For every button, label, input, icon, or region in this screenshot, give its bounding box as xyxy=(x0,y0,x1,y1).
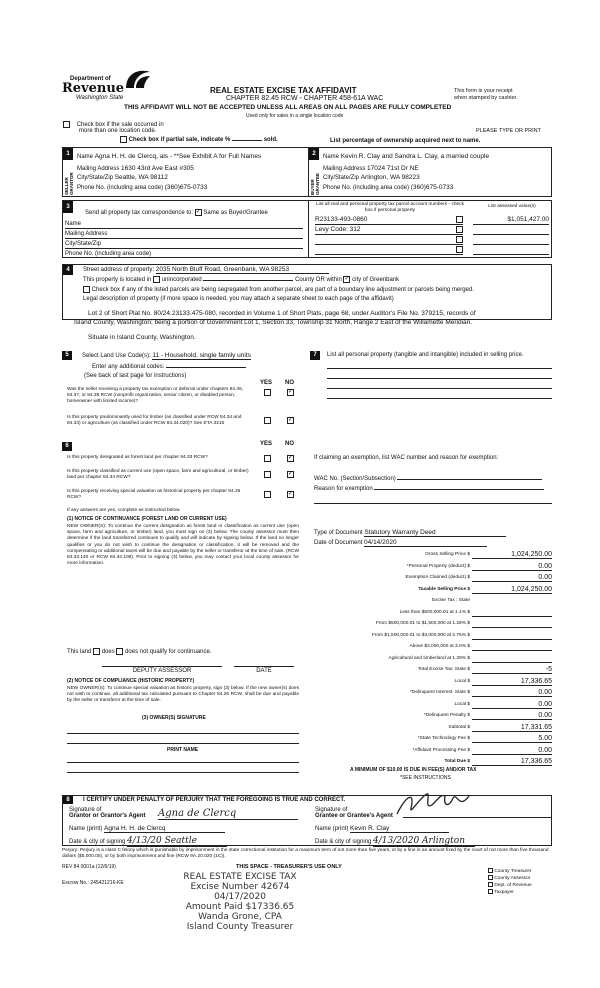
tax-line-value[interactable] xyxy=(472,619,552,628)
single-location-note: Used only for sales in a single location code xyxy=(246,113,344,119)
section5-q2-no[interactable]: ✓ xyxy=(288,417,294,423)
grantor-signature[interactable]: Agna de Clercq xyxy=(158,808,298,820)
notice1-body: NEW OWNER(S): To continue the current designation as forest land or classification as current use (open space, farm and agriculture, or timber) land, you must sign on (3) below. The county assessor must then determine if the land transferred continues to qualify and will indicate by signing below. If the land no longer qualifies or you do not wish to continue the designation or classification, it will be removed and the compensating or additional taxes will be due and payable by the seller or transferor at the time of sale. (RCW 84.33.140 or RCW 84.34.108). Prior to signing (3) below, you may contact your local county assessor for more information. xyxy=(67,524,299,567)
tax-line-label: Subtotal $ xyxy=(448,724,470,730)
notice1-title: (1) NOTICE OF CONTINUANCE (FOREST LAND OR CURRENT USE) xyxy=(67,516,227,522)
dor-logo-icon xyxy=(122,66,154,96)
corr-city-row xyxy=(65,241,303,249)
segregated-row xyxy=(83,286,474,293)
owner-signature-label: (3) OWNER(S) SIGNATURE xyxy=(142,715,206,721)
buyer-city-label: City/State/Zip xyxy=(323,175,360,181)
copy-checkbox-4[interactable] xyxy=(488,889,493,894)
grantor-sig-label2: Grantor or Grantor's Agent xyxy=(69,813,146,819)
ownership-note: List percentage of ownership acquired next to name. xyxy=(330,138,481,144)
legal-description-line2: Island County, Washington; being a portion of Government Lot 1, Section 33, Township 31 North, Range 2 East of the Willamette Meridian. xyxy=(74,319,473,326)
stamp-line3: 04/17/2020 xyxy=(214,892,266,902)
section6-q3-yes[interactable] xyxy=(264,491,271,498)
located-in-label: This property is located in xyxy=(83,277,152,284)
section5-number: 5 xyxy=(62,351,72,360)
section6-question3: Is this property receiving special valuation as historical property per chapter 84.26 RCW? xyxy=(67,489,241,500)
seller-side-label: SELLER GRANTOR xyxy=(64,172,74,195)
stamp-line4: Amount Paid $17336.65 xyxy=(185,902,295,912)
parcel-row-2 xyxy=(315,226,463,235)
multi-location-label: Check box if the sale occurred in xyxy=(76,122,164,129)
tax-line-value[interactable]: 0.00 xyxy=(472,688,552,697)
send-to-row xyxy=(85,209,268,216)
corr-address-label: Mailing Address xyxy=(65,231,108,237)
tax-line-label: Total Due $ xyxy=(444,759,470,764)
qualify-row xyxy=(67,648,211,655)
tax-line-label: Excise Tax : State xyxy=(431,598,470,603)
deputy-assessor-label: DEPUTY ASSESSOR xyxy=(102,666,222,674)
assessed-header: List assessed value(s) xyxy=(488,204,536,209)
notice2-body: NEW OWNER(S): To continue special valuation as historic property, sign (3) below. If the new owner(s) does not wish to continue, all additional tax calculated pursuant to Chapter 84.26 RCW, shall be due and payable by the seller or transferor at the time of sale. xyxy=(67,686,299,704)
section6-number: 6 xyxy=(62,442,72,451)
tax-line-label: Local $ xyxy=(454,678,470,684)
grantee-sig-label1: Signature of xyxy=(315,807,348,813)
corr-address-row xyxy=(65,231,303,239)
seller-phone[interactable]: (360)675-0733 xyxy=(164,184,208,191)
wac-label: WAC No. (Section/Subsection) xyxy=(314,476,396,482)
copy-checkbox-1[interactable] xyxy=(488,868,493,873)
partial-sale-label: Check box if partial sale, indicate % xyxy=(128,137,231,144)
unincorporated-label: unincorporated xyxy=(161,277,202,284)
grantee-date-row xyxy=(315,836,475,846)
minimum-note: A MINIMUM OF $10.00 IS DUE IN FEE(S) AND/OR TAX xyxy=(350,767,477,773)
tax-line-value[interactable] xyxy=(472,596,552,605)
tax-line-label: *Affidavit Processing Fee $ xyxy=(412,747,470,753)
treasurer-stamp xyxy=(140,872,340,932)
tax-line-label: Gross Selling Price $ xyxy=(425,552,470,557)
escrow-number: Escrow No.: 245421216-KE xyxy=(62,880,124,886)
section6-q2-yes[interactable] xyxy=(264,471,271,478)
same-as-buyer-label: Same as Buyer/Grantee xyxy=(203,210,268,217)
buyer-side-label: BUYER GRANTEE xyxy=(310,172,320,195)
tax-line-label: Taxable Selling Price $ xyxy=(418,586,470,592)
same-as-buyer-checkbox[interactable]: ✓ xyxy=(195,209,201,215)
tax-line-label: Agricultural and timberland at 1.28% $ xyxy=(388,655,470,661)
see-back-label: (See back of last page for instructions) xyxy=(84,373,187,379)
multi-location-label2: more than one location code. xyxy=(79,128,157,134)
street-label: Street address of property: xyxy=(83,267,155,273)
additional-codes-row xyxy=(92,364,246,370)
right-column xyxy=(310,351,552,796)
tax-line-value[interactable]: 0.00 xyxy=(472,573,552,582)
corr-city-label: City/State/Zip xyxy=(65,241,102,247)
doc-date-row xyxy=(314,539,487,546)
grantor-date-city[interactable]: 4/13/20 Seattle xyxy=(127,836,227,847)
stamp-line2: Excise Number 42674 xyxy=(190,882,290,892)
does-not-label: does not qualify for continuance. xyxy=(125,649,212,656)
tax-line-value[interactable] xyxy=(472,608,552,617)
tax-line-value[interactable]: 0.00 xyxy=(472,746,552,755)
section5-no-header: NO xyxy=(285,380,294,386)
section8-number: 8 xyxy=(63,796,73,804)
seller-phone-row xyxy=(77,184,207,191)
copy-checkbox-2[interactable] xyxy=(488,875,493,880)
grantee-signature-icon[interactable] xyxy=(393,790,473,820)
parcel-number-1[interactable]: R23133-493-0860 xyxy=(315,216,368,223)
copy-checkbox-3[interactable] xyxy=(488,882,493,887)
personal-property-checkbox-1[interactable] xyxy=(456,216,463,223)
corr-phone-row xyxy=(65,251,151,257)
corr-name-row xyxy=(65,221,303,229)
partial-sale-row xyxy=(120,136,278,143)
grantor-sig-label xyxy=(69,807,146,819)
land-use-code[interactable]: 11 - Household, single family units xyxy=(152,352,251,359)
receipt-note1: This form is your receipt xyxy=(454,88,513,94)
buyer-name-label: Name xyxy=(323,154,340,160)
copy-label-1: County Treasurer xyxy=(494,869,532,874)
copy-label-2: County Assessor xyxy=(494,876,531,881)
treasurer-use-label: THIS SPACE - TREASURER'S USE ONLY xyxy=(236,864,342,870)
within-city-checkbox[interactable]: ✓ xyxy=(344,276,350,282)
legal-description-line3: Situate in Island County, Washington. xyxy=(88,334,196,341)
dor-logo xyxy=(62,66,157,104)
tax-line-value[interactable] xyxy=(472,654,552,663)
please-type: PLEASE TYPE OR PRINT xyxy=(476,128,542,134)
street-address[interactable]: 2035 North Bluff Road, Greenbank, WA 98253 xyxy=(156,266,329,274)
county-or-label: County OR within xyxy=(295,277,342,284)
copy-item xyxy=(488,875,532,882)
legal-description-label: Legal description of property (if more space is needed, you may attach a separate sheet to each page of the affidavit) xyxy=(83,296,394,302)
tax-line-label: From $500,000.01 to $1,500,000 at 1.28% $ xyxy=(375,621,470,626)
tax-line-value[interactable]: 17,336.65 xyxy=(472,677,552,686)
this-land-label: This land xyxy=(67,649,92,656)
section5-q1-no[interactable]: ✓ xyxy=(288,389,294,395)
buyer-phone[interactable]: (360)675-0733 xyxy=(410,184,454,191)
buyer-city-row xyxy=(323,174,420,181)
buyer-name[interactable]: Kevin R. Clay and Sandra L. Clay, a married couple xyxy=(340,153,490,160)
does-label: does xyxy=(101,649,115,656)
section6-q2-no[interactable]: ✓ xyxy=(288,471,294,477)
section5-question2: Is this property predominantly used for timber (as classified under RCW 84.34 and 84.33) or agriculture (as classified under RCW 84.34.020)? See ETA 3215 xyxy=(67,415,242,426)
if-yes-note: If any answers are yes, complete as instructed below. xyxy=(67,508,181,513)
tax-line-label: Total Excise Tax: State $ xyxy=(417,667,470,672)
tax-line-label: From $1,500,000.01 to $3,000,000 at 2.75% $ xyxy=(371,632,470,638)
tax-line-value[interactable]: 0.00 xyxy=(472,700,552,709)
section6-q1-yes[interactable] xyxy=(264,455,271,462)
land-use-label: Select Land Use Code(s): xyxy=(82,353,151,359)
seller-city-row xyxy=(77,174,168,181)
grantee-sig-label xyxy=(315,807,393,819)
grantor-date-row xyxy=(69,836,227,846)
seller-phone-label: Phone No. (including area code) xyxy=(77,185,164,191)
doc-date[interactable]: 04/14/2020 xyxy=(364,539,487,547)
does-checkbox[interactable] xyxy=(93,648,100,655)
dept-line3: Washington State xyxy=(76,95,124,101)
partial-sale-checkbox[interactable] xyxy=(120,136,127,143)
print-name-label: PRINT NAME xyxy=(167,747,199,753)
form-number: REV 84 0001a (12/6/19) xyxy=(62,864,116,870)
additional-codes-label: Enter any additional codes: xyxy=(92,364,165,370)
unincorporated-checkbox[interactable] xyxy=(153,276,160,283)
personal-property-label: List all personal property (tangible and intangible) included in selling price. xyxy=(327,352,524,358)
tax-line-value[interactable]: 1,024,250.00 xyxy=(472,550,552,559)
buyer-phone-row xyxy=(323,184,453,191)
seller-city-label: City/State/Zip xyxy=(77,175,114,181)
tax-line-value[interactable] xyxy=(472,642,552,651)
assessed-value-1[interactable]: $1,051,427.00 xyxy=(473,216,549,225)
city-of-label: city of Greenbank xyxy=(352,277,400,284)
seller-address[interactable]: 1630 43rd Ave East #305 xyxy=(121,165,194,172)
section5-q1-yes[interactable] xyxy=(264,389,271,396)
segregated-label: Check box if any of the listed parcels are being segregated from another parcel, are part of a boundary line adjustment or parcels being merged. xyxy=(91,287,474,294)
doc-date-label: Date of Document xyxy=(314,540,363,546)
copy-distribution xyxy=(488,868,532,896)
seller-name-label: Name xyxy=(77,154,94,160)
left-column xyxy=(62,351,305,791)
buyer-address-label: Mailing Address xyxy=(323,166,366,172)
corr-phone-label: Phone No. (including area code) xyxy=(65,251,152,257)
grantee-name-row xyxy=(315,825,449,832)
wac-row xyxy=(314,476,542,482)
section6-question1: Is this property designated as forest land per chapter 84.33 RCW? xyxy=(67,455,208,460)
tax-line-value[interactable]: 1,024,250.00 xyxy=(472,585,552,594)
tax-line-value[interactable]: 5.00 xyxy=(472,734,552,743)
section1-number: 1 xyxy=(63,148,73,160)
grantee-name-label: Name (print) xyxy=(315,826,349,832)
tax-line-value[interactable]: -5 xyxy=(472,665,552,674)
reason-label: Reason for exemption xyxy=(314,486,373,492)
section3-number: 3 xyxy=(63,201,73,213)
grantee-name[interactable]: Kevin R. Clay xyxy=(350,825,449,833)
buyer-name-row xyxy=(323,153,489,160)
tax-line-label: Local $ xyxy=(454,701,470,707)
section5-q2-yes[interactable] xyxy=(264,417,271,424)
perjury-notice: Perjury: Perjury is a class C felony which is punishable by imprisonment in the state correctional institution for a maximum term of not more than five years, or by a fine in an amount fixed by the court of not more than five thousand dollars ($5,000.00), or by both imprisonment and fine (RCW 9A.20.020 (1C)). xyxy=(62,848,549,859)
tax-line-label: Exemption Claimed (deduct) $ xyxy=(405,575,470,580)
certification-box xyxy=(62,795,552,846)
section5-question1: Was the seller receiving a property tax exemption or deferral under chapters 84.36, 84.37, or 84.38 RCW (nonprofit organization, senior citizen, or disabled person, homeowner with limited income)? xyxy=(67,387,244,404)
tax-line-label: *Delinquent Penalty $ xyxy=(423,713,470,718)
multi-location-checkbox[interactable] xyxy=(63,121,70,128)
section7-number: 7 xyxy=(310,351,320,360)
tax-line-value[interactable] xyxy=(472,631,552,640)
copy-label-4: Taxpayer xyxy=(494,890,514,895)
form-warning: THIS AFFIDAVIT WILL NOT BE ACCEPTED UNLESS ALL AREAS ON ALL PAGES ARE FULLY COMPLETED xyxy=(124,104,452,111)
stamp-line5: Wanda Grone, CPA xyxy=(198,912,282,922)
personal-property-checkbox-3[interactable] xyxy=(456,236,463,243)
grantor-name-row xyxy=(69,825,225,832)
buyer-city[interactable]: Arlington, WA 98223 xyxy=(360,174,420,181)
seller-address-label: Mailing Address xyxy=(77,166,120,172)
correspondence-box xyxy=(62,200,552,258)
corr-name-label: Name xyxy=(65,221,82,227)
form-title: REAL ESTATE EXCISE TAX AFFIDAVIT xyxy=(210,86,357,95)
certify-statement: I CERTIFY UNDER PENALTY OF PERJURY THAT THE FOREGOING IS TRUE AND CORRECT. xyxy=(83,797,346,803)
grantor-date-label: Date & city of signing xyxy=(69,839,126,845)
section2-number: 2 xyxy=(309,148,319,160)
grantor-name-label: Name (print) xyxy=(69,826,103,832)
tax-line-label: *Personal Property (deduct) $ xyxy=(406,563,470,569)
dept-line1: Department of xyxy=(70,76,111,82)
section5-yes-header: YES xyxy=(260,380,273,386)
reason-row xyxy=(314,486,544,492)
location-row xyxy=(83,276,399,283)
section6-question2: Is this property classified as current use (open space, farm and agricultural, or timber) land per chapter 84.34 RCW? xyxy=(67,469,249,480)
doc-type-label: Type of Document xyxy=(314,530,363,536)
parcel-header: List all real and personal property tax parcel account numbers - check box if personal property xyxy=(316,202,464,213)
copy-item xyxy=(488,889,532,896)
copy-label-3: Dept. of Revenue xyxy=(494,883,532,888)
tax-line-value[interactable]: 0.00 xyxy=(472,711,552,720)
tax-line-label: Above $3,000,000 at 3.0% $ xyxy=(409,644,470,649)
dept-line2: Revenue xyxy=(62,81,125,96)
section6-no-header: NO xyxy=(285,441,294,447)
grantee-date-label: Date & city of signing xyxy=(315,839,372,845)
levy-code[interactable]: Levy Code: 312 xyxy=(315,226,361,233)
section4-number: 4 xyxy=(63,265,73,275)
segregated-checkbox[interactable] xyxy=(83,286,90,293)
section6-q1-no[interactable]: ✓ xyxy=(288,455,294,461)
personal-property-checkbox-2[interactable] xyxy=(456,226,463,233)
deputy-date-label: DATE xyxy=(234,666,294,674)
parcel-row-1 xyxy=(315,216,463,225)
form-chapter: CHAPTER 82.45 RCW - CHAPTER 458-61A WAC xyxy=(226,95,384,102)
receipt-note2: when stamped by cashier. xyxy=(454,95,518,101)
personal-property-checkbox-4[interactable] xyxy=(456,246,463,253)
doc-type[interactable]: Statutory Warranty Deed xyxy=(364,529,505,537)
buyer-address-row xyxy=(323,165,419,172)
doc-type-row xyxy=(314,529,506,536)
seller-name-row xyxy=(77,153,305,160)
buyer-address[interactable]: 17024 71st Dr NE xyxy=(367,165,419,172)
send-to-label: Send all property tax correspondence to: xyxy=(85,210,194,217)
see-instructions: *SEE INSTRUCTIONS xyxy=(400,775,451,781)
section6-q3-no[interactable]: ✓ xyxy=(288,491,294,497)
tax-line-label: Less than $500,000.01 at 1.1% $ xyxy=(399,609,470,615)
tax-line-value[interactable]: 17,331.65 xyxy=(472,723,552,732)
exemption-label: If claiming an exemption, list WAC number and reason for exemption: xyxy=(314,455,499,461)
land-use-row xyxy=(82,352,251,359)
legal-description-line1: Lot 2 of Short Plat No. 80/24.23133.475-080, recorded in Volume 1 of Short Plats, page 68, under Auditor's File No. 379215, records of xyxy=(88,310,476,317)
section6-yes-header: YES xyxy=(260,441,273,447)
stamp-line6: Island County Treasurer xyxy=(186,922,294,932)
parcel-row-4 xyxy=(315,246,463,255)
grantee-date-city[interactable]: 4/13/2020 Arlington xyxy=(373,836,475,847)
street-row xyxy=(83,266,329,273)
grantor-name[interactable]: Agna H. H. de Clercq xyxy=(104,825,225,833)
does-not-checkbox[interactable] xyxy=(116,648,123,655)
grantor-sig-label1: Signature of xyxy=(69,807,102,813)
tax-line-label: *State Technology Fee $ xyxy=(417,736,470,741)
seller-name[interactable]: Agna H. H. de Clercq, als - **See Exhibit A for Full Names xyxy=(94,153,262,160)
buyer-phone-label: Phone No. (including area code) xyxy=(323,185,410,191)
sold-label: sold. xyxy=(263,137,278,144)
copy-item xyxy=(488,882,532,889)
notice2-title: (2) NOTICE OF COMPLIANCE (HISTORIC PROPERTY) xyxy=(67,678,195,684)
tax-line-value[interactable]: 0.00 xyxy=(472,562,552,571)
parties-box xyxy=(62,147,552,197)
seller-city[interactable]: Seattle, WA 98112 xyxy=(114,174,168,181)
seller-address-row xyxy=(77,165,194,172)
parcel-row-3 xyxy=(315,236,463,245)
tax-line-value[interactable]: 17,336.65 xyxy=(472,757,552,766)
grantee-sig-label2: Grantee or Grantee's Agent xyxy=(315,813,393,819)
copy-item xyxy=(488,868,532,875)
stamp-line1: REAL ESTATE EXCISE TAX xyxy=(183,872,297,882)
tax-line-label: *Delinquent Interest: State $ xyxy=(410,690,470,695)
